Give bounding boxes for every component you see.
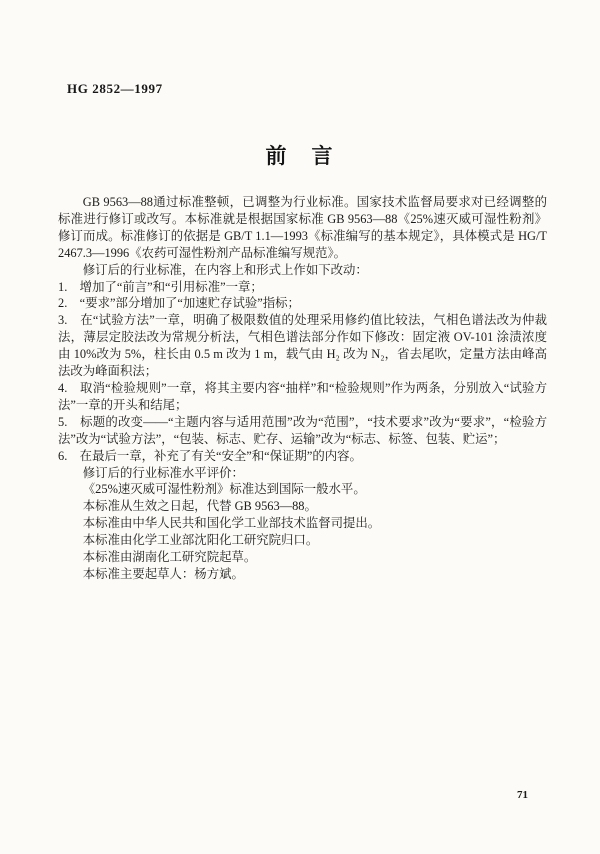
standard-code: HG 2852—1997 (67, 81, 163, 96)
closing-line-drafters: 本标准主要起草人：杨方斌。 (82, 566, 244, 581)
change-item-6: 6. 在最后一章，补充了有关“安全”和“保证期”的内容。 (58, 448, 362, 463)
foreword-body (58, 194, 547, 583)
closing-line-managed-by: 本标准由化学工业部沈阳化工研究院归口。 (82, 533, 319, 548)
intro-paragraph: GB 9563—88通过标准整顿，已调整为行业标准。国家技术监督局要求对已经调整的标准进行修订或改写。本标准就是根据国家标准 GB 9563—88《25%速灭威可湿性粉剂》修订而成。标准修订的依据是 GB/T 1.1—1993《标准编写的基本规定》，具体模式是 HG/T 2467.3—1996《农药可湿性粉剂产品标准编写规范》。 (58, 195, 547, 260)
page-title: 前 言 (265, 144, 335, 168)
change-item-5: 5. 标题的改变——“主题内容与适用范围”改为“范围”，“技术要求”改为“要求”，“检验方法”改为“试验方法”，“包装、标志、贮存、运输”改为“标志、标签、包装、贮运”； (58, 414, 547, 446)
change-item-3: 3. 在“试验方法”一章，明确了极限数值的处理采用修约值比较法，气相色谱法改为仲裁法，薄层定胶法改为常规分析法，气相色谱法部分作如下修改：固定液 OV-101 涂渍浓度由 10%改为 5%，柱长由 0.5 m 改为 1 m，载气由 H₂ 改为 N₂，省去尾吹，定量方法由峰高法改为峰面积法； (58, 313, 547, 379)
closing-line-proposed-by: 本标准由中华人民共和国化学工业部技术监督司提出。 (82, 516, 381, 531)
closing-line-replaces: 本标准从生效之日起，代替 GB 9563—88。 (82, 499, 317, 514)
change-item-4: 4. 取消“检验规则”一章，将其主要内容“抽样”和“检验规则”作为两条，分别放入“试验方法”一章的开头和结尾； (58, 380, 547, 412)
change-item-1: 1. 增加了“前言”和“引用标准”一章； (58, 279, 263, 294)
closing-line-level: 《25%速灭威可湿性粉剂》标准达到国际一般水平。 (82, 482, 366, 497)
page-number: 71 (517, 789, 528, 801)
closing-line-evaluation: 修订后的行业标准水平评价： (82, 465, 244, 480)
change-item-2: 2. “要求”部分增加了“加速贮存试验”指标； (58, 296, 300, 311)
closing-line-drafted-by: 本标准由湖南化工研究院起草。 (82, 550, 257, 565)
changes-lead-paragraph: 修订后的行业标准，在内容上和形式上作如下改动： (82, 262, 368, 277)
